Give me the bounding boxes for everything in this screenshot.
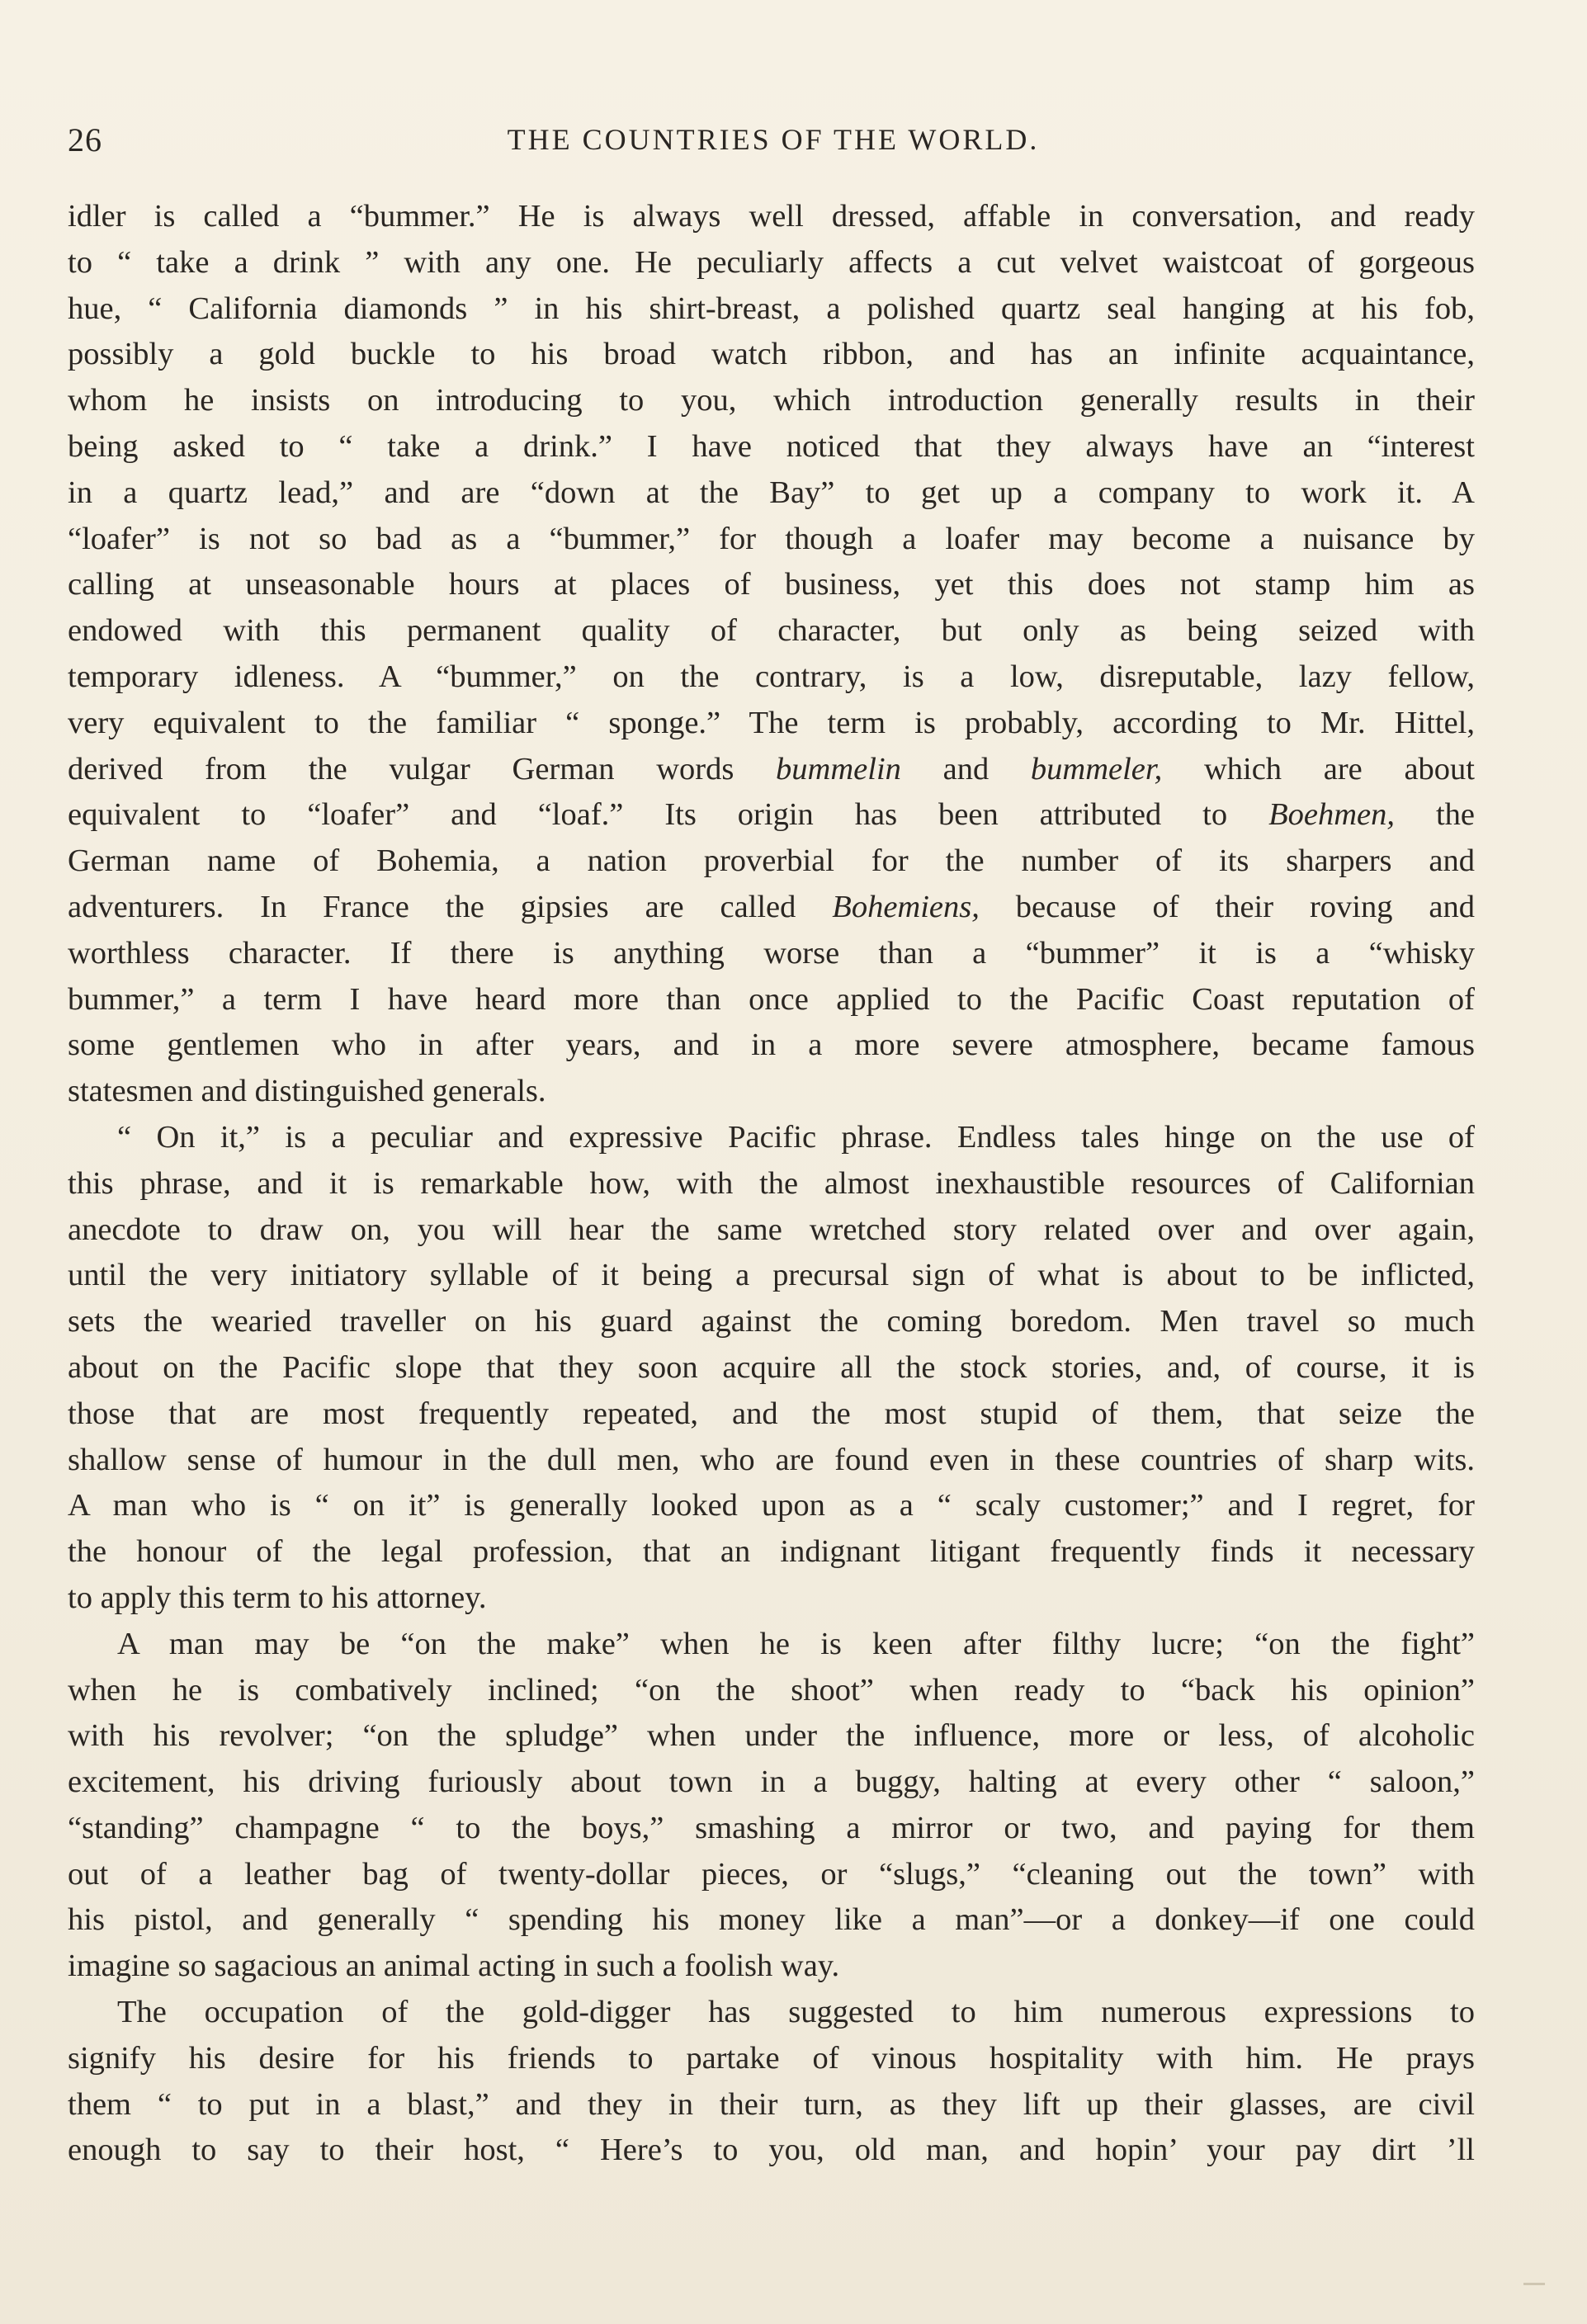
text-segment: and [900, 751, 1031, 786]
text-segment: because of their roving and [979, 889, 1475, 924]
text-segment: equivalent to “loafer” and “loaf.” Its origin has been attributed to [68, 797, 1269, 833]
text-line-paragraph-end: statesmen and distinguished generals. [68, 1074, 546, 1109]
text-line: bummer,” a term I have heard more than once applied to the Pacific Coast reputation of [68, 981, 1475, 1017]
text-line: the honour of the legal profession, that an indignant litigant frequently finds it necessary [68, 1534, 1475, 1570]
text-line: hue, “ California diamonds ” in his shirt-breast, a polished quartz seal hanging at his fob, [68, 290, 1475, 326]
text-line: being asked to “ take a drink.” I have noticed that they always have an “interest [68, 428, 1475, 464]
text-line-paragraph-start: “ On it,” is a peculiar and expressive Pacific phrase. Endless tales hinge on the use of [117, 1119, 1475, 1155]
running-title: THE COUNTRIES OF THE WORLD. [507, 123, 1040, 156]
text-line: worthless character. If there is anything worse than a “bummer” it is a “whisky [68, 935, 1475, 971]
text-line: A man who is “ on it” is generally looked upon as a “ scaly customer;” and I regret, for [68, 1488, 1475, 1523]
text-line-with-italics [68, 792, 1475, 838]
text-line: to “ take a drink ” with any one. He peculiarly affects a cut velvet waistcoat of gorgeous [68, 244, 1475, 280]
body-text [68, 194, 1475, 2174]
text-line: about on the Pacific slope that they soon acquire all the stock stories, and, of course, it is [68, 1349, 1475, 1385]
text-segment: the [1394, 797, 1475, 833]
text-line: excitement, his driving furiously about town in a buggy, halting at every other “ saloon,” [68, 1764, 1475, 1800]
text-line: German name of Bohemia, a nation proverbial for the number of its sharpers and [68, 843, 1475, 879]
text-line-paragraph-end: to apply this term to his attorney. [68, 1580, 487, 1615]
text-line: whom he insists on introducing to you, which introduction generally results in their [68, 383, 1475, 418]
text-line: temporary idleness. A “bummer,” on the contrary, is a low, disreputable, lazy fellow, [68, 659, 1475, 694]
italic-word: Bohemiens, [832, 889, 980, 924]
text-line: those that are most frequently repeated, and the most stupid of them, that seize the [68, 1396, 1475, 1431]
page-edge-mark [1523, 2283, 1545, 2285]
text-line-paragraph-start: A man may be “on the make” when he is keen after filthy lucre; “on the fight” [117, 1626, 1475, 1661]
text-line: his pistol, and generally “ spending his money like a man”—or a donkey—if one could [68, 1902, 1475, 1938]
text-line: “standing” champagne “ to the boys,” smashing a mirror or two, and paying for them [68, 1810, 1475, 1845]
text-line: very equivalent to the familiar “ sponge.” The term is probably, according to Mr. Hittel, [68, 705, 1475, 740]
text-segment: which are about [1162, 751, 1475, 786]
text-line: shallow sense of humour in the dull men, who are found even in these countries of sharp wits. [68, 1442, 1475, 1477]
text-line: idler is called a “bummer.” He is always well dressed, affable in conversation, and ready [68, 199, 1475, 234]
text-line-paragraph-start: The occupation of the gold-digger has suggested to him numerous expressions to [117, 1995, 1475, 2030]
italic-word: Boehmen, [1268, 797, 1395, 833]
text-line: in a quartz lead,” and are “down at the Bay” to get up a company to work it. A [68, 475, 1475, 510]
text-line: sets the wearied traveller on his guard against the coming boredom. Men travel so much [68, 1304, 1475, 1339]
text-line: when he is combatively inclined; “on the shoot” when ready to “back his opinion” [68, 1672, 1475, 1708]
italic-word: bummeler, [1030, 751, 1163, 786]
text-line: some gentlemen who in after years, and in a more severe atmosphere, became famous [68, 1027, 1475, 1063]
running-head [68, 114, 1479, 163]
text-line: calling at unseasonable hours at places of business, yet this does not stamp him as [68, 567, 1475, 602]
text-line: until the very initiatory syllable of it being a precursal sign of what is about to be inflicted, [68, 1258, 1475, 1293]
text-line: out of a leather bag of twenty-dollar pieces, or “slugs,” “cleaning out the town” with [68, 1856, 1475, 1892]
text-line: this phrase, and it is remarkable how, with the almost inexhaustible resources of Californian [68, 1165, 1475, 1201]
text-line: enough to say to their host, “ Here’s to you, old man, and hopin’ your pay dirt ’ll [68, 2133, 1475, 2168]
text-line: anecdote to draw on, you will hear the same wretched story related over and over again, [68, 1212, 1475, 1247]
text-segment: derived from the vulgar German words [68, 751, 777, 786]
text-line-with-italics [68, 885, 1475, 931]
text-line: with his revolver; “on the spludge” when under the influence, more or less, of alcoholic [68, 1718, 1475, 1754]
italic-word: bummelin [776, 751, 901, 786]
text-line-with-italics [68, 747, 1475, 793]
text-line: them “ to put in a blast,” and they in their turn, as they lift up their glasses, are civil [68, 2086, 1475, 2122]
text-line: “loafer” is not so bad as a “bummer,” for though a loafer may become a nuisance by [68, 521, 1475, 556]
text-line: signify his desire for his friends to partake of vinous hospitality with him. He prays [68, 2040, 1475, 2076]
page-number: 26 [68, 121, 102, 158]
text-line: endowed with this permanent quality of character, but only as being seized with [68, 613, 1475, 649]
text-line-paragraph-end: imagine so sagacious an animal acting in such a foolish way. [68, 1948, 840, 1984]
text-segment: adventurers. In France the gipsies are called [68, 889, 833, 924]
text-line: possibly a gold buckle to his broad watch ribbon, and has an infinite acquaintance, [68, 337, 1475, 372]
